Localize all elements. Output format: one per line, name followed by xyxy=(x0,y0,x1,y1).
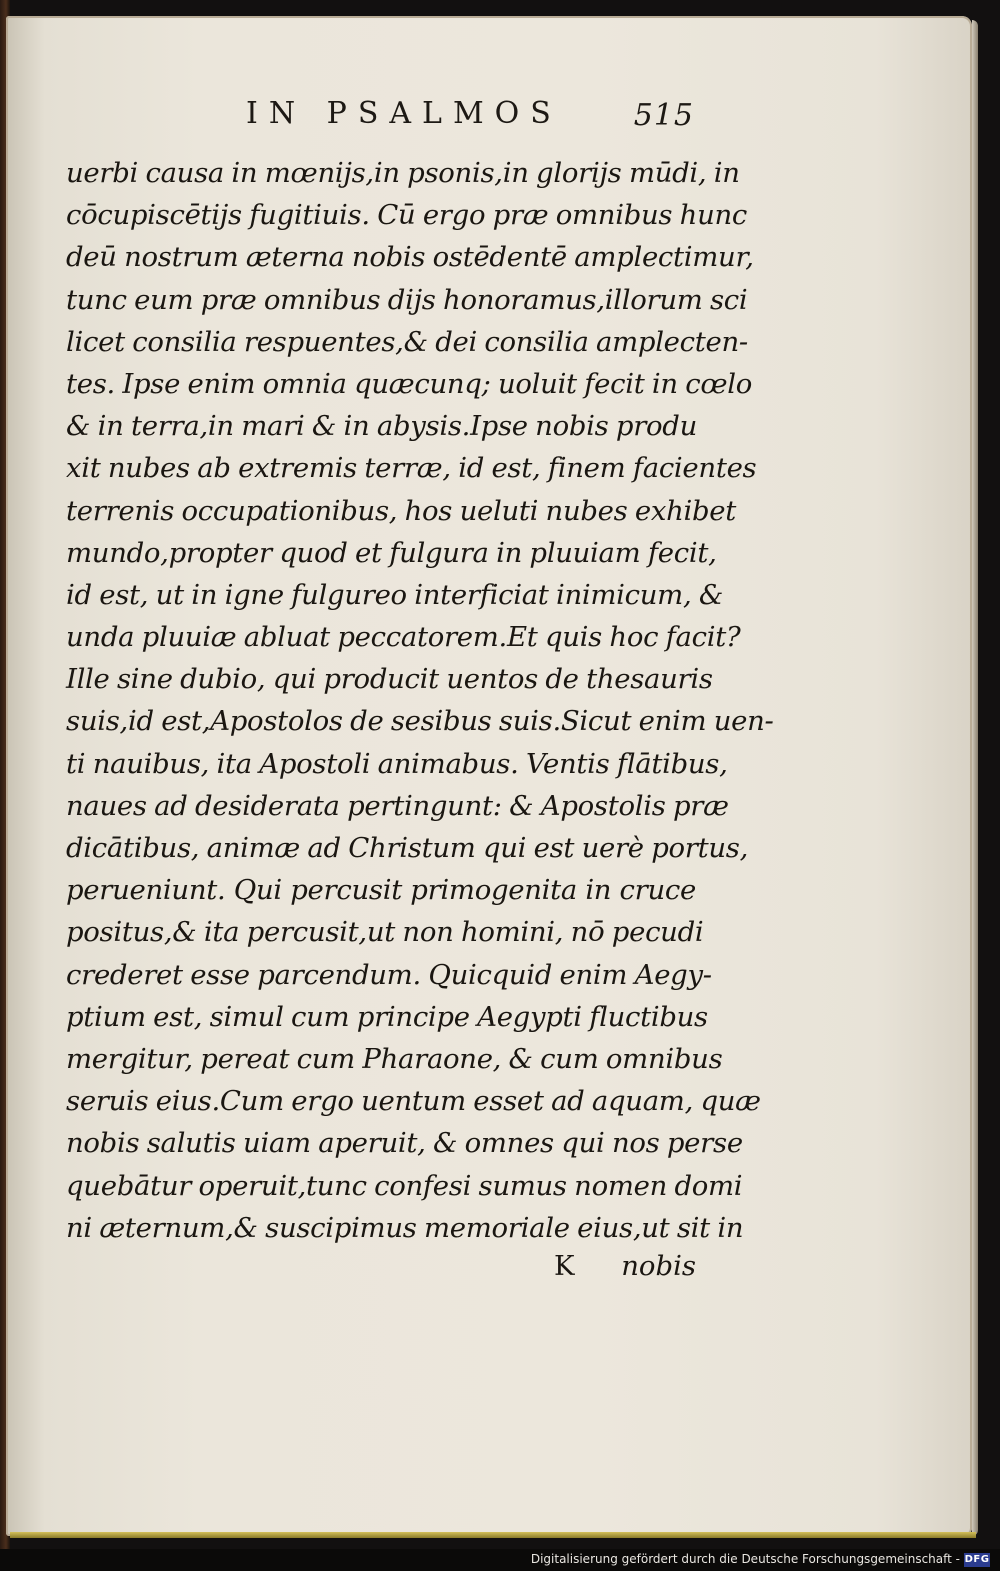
text-line: quebātur operuit,tunc confesi sumus nomen domi xyxy=(66,1169,743,1202)
text-line: seruis eius.Cum ergo uentum esset ad aquam, quæ xyxy=(66,1085,761,1118)
page-edge xyxy=(972,20,978,1536)
text-line: suis,id est,Apostolos de sesibus suis.Sicut enim uen- xyxy=(66,705,774,738)
gilt-edge xyxy=(10,1532,976,1538)
dfg-logo: DFG xyxy=(964,1554,990,1565)
digitization-credit: Digitalisierung gefördert durch die Deutsche Forschungsgemeinschaft - xyxy=(530,1552,960,1566)
text-line: uerbi causa in mœnijs,in psonis,in glorijs mūdi, in xyxy=(66,157,740,189)
text-line: xit nubes ab extremis terræ, id est, finem facientes xyxy=(66,452,757,485)
text-line: ptium est, simul cum principe Aegypti fluctibus xyxy=(66,1000,708,1033)
text-line: ni æternum,& suscipimus memoriale eius,ut sit in xyxy=(66,1211,744,1244)
text-line: crederet esse parcendum. Quicquid enim Aegy- xyxy=(66,958,712,991)
text-line: perueniunt. Qui percusit primogenita in cruce xyxy=(66,874,696,907)
text-line: id est, ut in igne fulgureo interficiat inimicum, & xyxy=(66,578,724,611)
text-line: nobis salutis uiam aperuit, & omnes qui nos perse xyxy=(66,1127,743,1160)
text-line: naues ad desiderata pertingunt: & Apostolis præ xyxy=(66,789,729,822)
page-footer-line xyxy=(66,1250,696,1294)
text-line: mundo,propter quod et fulgura in pluuiam fecit, xyxy=(66,536,717,569)
body-text xyxy=(66,152,774,1249)
signature-mark: K xyxy=(554,1250,575,1282)
text-line: dicātibus, animæ ad Christum qui est uerè portus, xyxy=(66,832,749,864)
text-line: & in terra,in mari & in abysis.Ipse nobis produ xyxy=(66,410,698,443)
text-line: unda pluuiæ abluat peccatorem.Et quis hoc facit? xyxy=(66,621,741,654)
text-line: licet consilia respuentes,& dei consilia amplecten- xyxy=(66,325,748,358)
text-line: cōcupiscētijs fugitiuis. Cū ergo præ omnibus hunc xyxy=(66,199,748,232)
text-line: tunc eum præ omnibus dijs honoramus,illorum sci xyxy=(66,283,748,316)
digitization-credit-bar xyxy=(0,1549,1000,1571)
text-line: positus,& ita percusit,ut non homini, nō pecudi xyxy=(66,916,704,949)
text-line: terrenis occupationibus, hos ueluti nubes exhibet xyxy=(66,494,737,527)
text-line: mergitur, pereat cum Pharaone, & cum omnibus xyxy=(66,1042,723,1075)
text-line: tes. Ipse enim omnia quæcunq; uoluit fecit in cœlo xyxy=(66,367,752,400)
text-line: deū nostrum æterna nobis ostēdentē amplectimur, xyxy=(66,241,754,274)
catchword: nobis xyxy=(621,1250,696,1282)
text-line: Ille sine dubio, qui producit uentos de thesauris xyxy=(66,663,713,696)
text-line: ti nauibus, ita Apostoli animabus. Ventis flātibus, xyxy=(66,747,728,780)
running-title: IN PSALMOS xyxy=(246,96,562,131)
page-header xyxy=(60,96,700,140)
page-number: 515 xyxy=(633,98,694,133)
